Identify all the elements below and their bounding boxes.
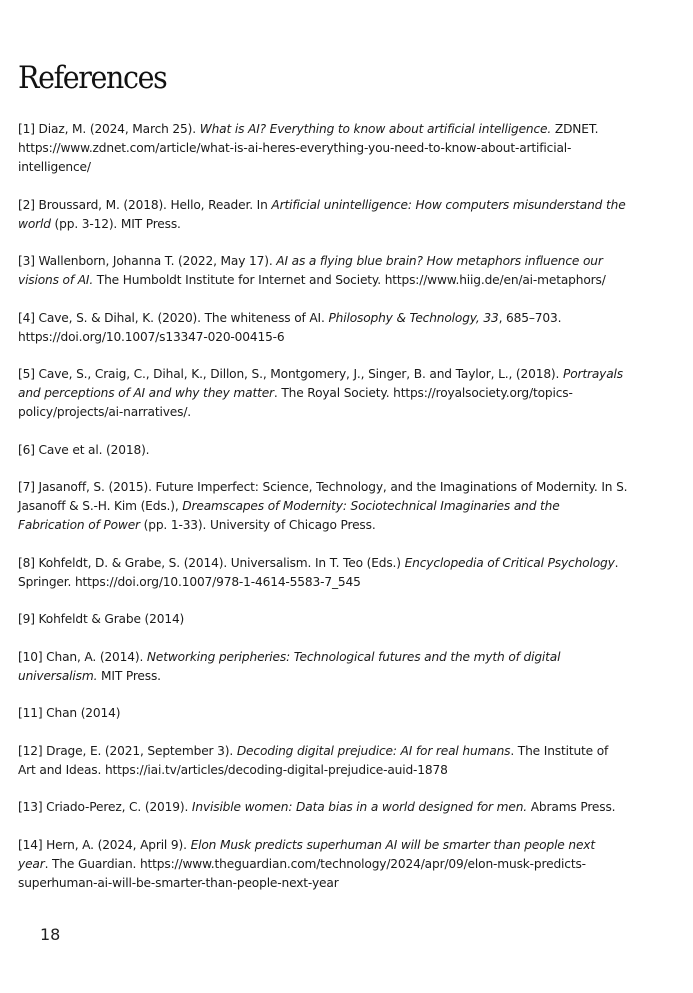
ref-title: Philosophy & Technology, 33 — [328, 310, 499, 325]
reference-item — [18, 610, 628, 629]
page-number: 18 — [40, 925, 61, 944]
ref-text: [14] Hern, A. (2024, April 9). — [18, 837, 191, 852]
reference-item — [18, 196, 628, 234]
ref-text: [5] Cave, S., Craig, C., Dihal, K., Dillon, S., Montgomery, J., Singer, B. and Taylor, L., (2018). — [18, 367, 563, 381]
page-title: References — [18, 60, 167, 96]
ref-title: Elon Musk predicts superhuman AI will be smarter than people next year — [18, 837, 595, 871]
reference-item — [18, 704, 628, 723]
ref-text: [10] Chan, A. (2014). — [18, 649, 147, 664]
ref-text: , 685–703. https://doi.org/10.1007/s13347-020-00415-6 — [18, 310, 562, 344]
reference-item — [18, 742, 628, 780]
ref-title: Artificial unintelligence: How computers misunderstand the world — [18, 197, 626, 231]
reference-item — [18, 478, 628, 535]
ref-text: [13] Criado-Perez, C. (2019). — [18, 800, 192, 814]
reference-item — [18, 309, 628, 347]
ref-title: Networking peripheries: Technological futures and the myth of digital universalism. — [18, 649, 561, 683]
reference-item — [18, 836, 628, 893]
ref-text: ZDNET. https://www.zdnet.com/article/what-is-ai-heres-everything-you-need-to-know-about-artificial-intelligence/ — [18, 122, 599, 174]
ref-text: (pp. 1-33). University of Chicago Press. — [139, 518, 376, 532]
ref-title: Invisible women: Data bias in a world designed for men. — [191, 800, 528, 814]
ref-title: AI as a flying blue brain? How metaphors influence our visions of AI. — [18, 254, 603, 287]
ref-title: Decoding digital prejudice: AI for real humans — [236, 743, 511, 758]
ref-text: [2] Broussard, M. (2018). Hello, Reader. In — [18, 197, 272, 212]
ref-title: Portrayals and perceptions of AI and why they matter — [18, 367, 623, 400]
reference-item — [18, 120, 628, 177]
reference-item — [18, 648, 628, 686]
ref-text: [8] Kohfeldt, D. & Grabe, S. (2014). Universalism. In T. Teo (Eds.) — [18, 555, 405, 570]
ref-text: [6] Cave et al. (2018). — [18, 442, 150, 457]
ref-text: [3] Wallenborn, Johanna T. (2022, May 17). — [18, 254, 277, 268]
ref-text: . The Royal Society. https://royalsociety.org/topics-policy/projects/ai-narratives/. — [18, 386, 573, 419]
reference-item — [18, 252, 628, 290]
ref-text: . The Guardian. https://www.theguardian.com/technology/2024/apr/09/elon-musk-predicts-superhuman-ai-will-be-smarter-than-people-next-year — [18, 856, 586, 890]
reference-item — [18, 554, 628, 592]
reference-item — [18, 365, 628, 422]
ref-text: [4] Cave, S. & Dihal, K. (2020). The whiteness of AI. — [18, 310, 329, 325]
ref-text: [9] Kohfeldt & Grabe (2014) — [18, 612, 185, 626]
ref-text: [11] Chan (2014) — [18, 706, 121, 720]
reference-item — [18, 441, 628, 460]
ref-text: MIT Press. — [97, 668, 161, 683]
ref-text: (pp. 3-12). MIT Press. — [50, 216, 181, 231]
ref-text: . Springer. https://doi.org/10.1007/978-1-4614-5583-7_545 — [18, 555, 619, 589]
ref-title: What is AI? Everything to know about artificial intelligence. — [199, 122, 552, 136]
reference-item — [18, 798, 628, 817]
ref-title: Dreamscapes of Modernity: Sociotechnical Imaginaries and the Fabrication of Power — [18, 499, 560, 532]
reference-list — [18, 120, 628, 911]
ref-text: The Humboldt Institute for Internet and Society. https://www.hiig.de/en/ai-metaphors/ — [93, 273, 606, 287]
ref-text: [7] Jasanoff, S. (2015). Future Imperfect: Science, Technology, and the Imaginations of Modernity. In S. Jasanoff & S.-H. Kim (Eds.), — [18, 480, 628, 513]
ref-text: . The Institute of Art and Ideas. https://iai.tv/articles/decoding-digital-prejudice-auid-1878 — [18, 743, 609, 777]
ref-text: [12] Drage, E. (2021, September 3). — [18, 743, 237, 758]
ref-text: [1] Diaz, M. (2024, March 25). — [18, 122, 200, 136]
ref-title: Encyclopedia of Critical Psychology — [404, 555, 615, 570]
ref-text: Abrams Press. — [527, 800, 616, 814]
